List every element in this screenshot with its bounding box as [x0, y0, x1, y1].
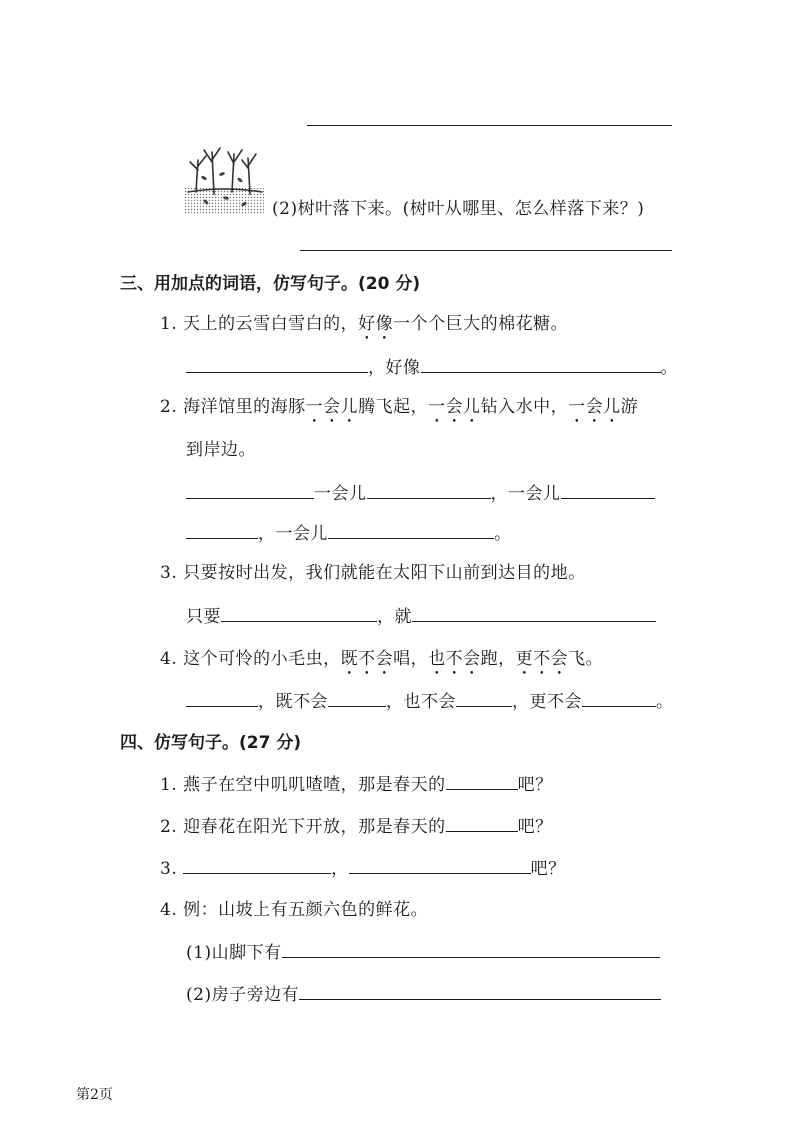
fill-text: ，好像: [368, 358, 421, 378]
fill-text: (1)山脚下有: [186, 943, 282, 963]
answer-blank[interactable]: [349, 857, 531, 874]
fill-text: 。: [656, 692, 674, 712]
answer-blank[interactable]: [282, 941, 660, 958]
fill-text: ，更不会: [512, 692, 582, 712]
s3-q2-answer-2: [186, 522, 512, 545]
fill-text: ，就: [377, 607, 412, 627]
fill-text: ，: [331, 859, 349, 879]
q-text: 海洋馆里的海豚: [183, 397, 306, 417]
q-number: 2.: [160, 397, 178, 417]
q-text: 飞。: [568, 649, 604, 669]
answer-blank[interactable]: [421, 356, 661, 373]
s4-q4: [160, 899, 428, 921]
fill-text: 吧？: [517, 775, 553, 795]
emphasized-word: 更不会: [515, 649, 569, 669]
q-number: 4.: [160, 649, 178, 669]
q-text: 迎春花在阳光下开放，那是春天的: [183, 817, 446, 837]
q-text: 燕子在空中叽叽喳喳，那是春天的: [183, 775, 446, 795]
bare-trees-falling-leaves-illustration: [184, 142, 264, 214]
fill-text: ，既不会: [258, 692, 328, 712]
q-number: 2.: [160, 817, 178, 837]
emphasized-word: 一会儿: [428, 397, 481, 417]
answer-blank[interactable]: [186, 482, 314, 499]
emphasized-word: 一会儿: [568, 397, 621, 417]
answer-line-1[interactable]: [307, 125, 672, 126]
q-number: 3.: [160, 563, 178, 583]
s4-q4-sub1: [186, 941, 660, 964]
item-2-text: (2)树叶落下来。(树叶从哪里、怎么样落下来？): [272, 199, 645, 219]
s4-q1: [160, 773, 553, 796]
answer-blank[interactable]: [328, 690, 386, 707]
fill-text: ，也不会: [386, 692, 456, 712]
fill-text: (2)房子旁边有: [186, 985, 300, 1005]
s3-q3: [160, 562, 586, 584]
s3-q1-answer: [186, 356, 678, 379]
emphasized-word: 好像: [358, 314, 394, 334]
s3-q4-answer: [186, 690, 674, 713]
answer-blank[interactable]: [186, 522, 258, 539]
answer-blank[interactable]: [446, 815, 518, 832]
s3-q1: [160, 313, 568, 344]
section-3-title: 三、用加点的词语，仿写句子。(20 分): [120, 274, 421, 294]
s3-q2: [160, 396, 638, 427]
answer-blank[interactable]: [582, 690, 656, 707]
fill-text: 。: [494, 524, 512, 544]
q-number: 4.: [160, 900, 178, 920]
emphasized-word: 也不会: [428, 649, 481, 669]
q-number: 1.: [160, 314, 178, 334]
s3-q3-answer: [186, 605, 656, 628]
fill-text: 吧？: [530, 859, 566, 879]
q-text: 游: [620, 397, 639, 417]
s4-q3: [160, 857, 566, 880]
q-text: 钻入水中，: [480, 397, 569, 417]
answer-blank[interactable]: [183, 857, 331, 874]
q-text: 唱，: [393, 649, 429, 669]
q-text: 跑，: [480, 649, 516, 669]
fill-text: ，一会儿: [490, 484, 561, 504]
answer-blank[interactable]: [456, 690, 512, 707]
s4-q2: [160, 815, 553, 838]
fill-text: 吧？: [517, 817, 553, 837]
emphasized-word: 一会儿: [305, 397, 359, 417]
s4-q4-sub2: [186, 983, 661, 1006]
q-text: 例：山坡上有五颜六色的鲜花。: [183, 900, 429, 920]
q-number: 3.: [160, 859, 178, 879]
answer-blank[interactable]: [412, 605, 656, 622]
answer-blank[interactable]: [446, 773, 518, 790]
q-number: 1.: [160, 775, 178, 795]
fill-text: ，一会儿: [258, 524, 328, 544]
fill-text: 。: [660, 358, 678, 378]
answer-blank[interactable]: [561, 482, 655, 499]
answer-blank[interactable]: [221, 605, 377, 622]
answer-blank[interactable]: [299, 983, 661, 1000]
s3-q4: [160, 648, 603, 679]
s3-q2-line2: 到岸边。: [186, 440, 256, 460]
q-text: 天上的云雪白雪白的，: [183, 314, 359, 334]
page-number: 第2页: [76, 1087, 113, 1103]
answer-blank[interactable]: [367, 482, 491, 499]
q-text: 只要按时出发，我们就能在太阳下山前到达目的地。: [183, 563, 586, 583]
answer-blank[interactable]: [328, 522, 494, 539]
emphasized-word: 既不会: [340, 649, 394, 669]
q-text: 这个可怜的小毛虫，: [183, 649, 341, 669]
s3-q2-answer-1: [186, 482, 655, 505]
fill-text: 一会儿: [314, 484, 367, 504]
q-text: 一个个巨大的棉花糖。: [393, 314, 569, 334]
answer-blank[interactable]: [186, 356, 368, 373]
answer-line-2[interactable]: [300, 250, 672, 251]
q-text: 腾飞起，: [358, 397, 429, 417]
fill-text: 只要: [186, 607, 221, 627]
section-4-title: 四、仿写句子。(27 分): [120, 733, 302, 753]
answer-blank[interactable]: [186, 690, 258, 707]
